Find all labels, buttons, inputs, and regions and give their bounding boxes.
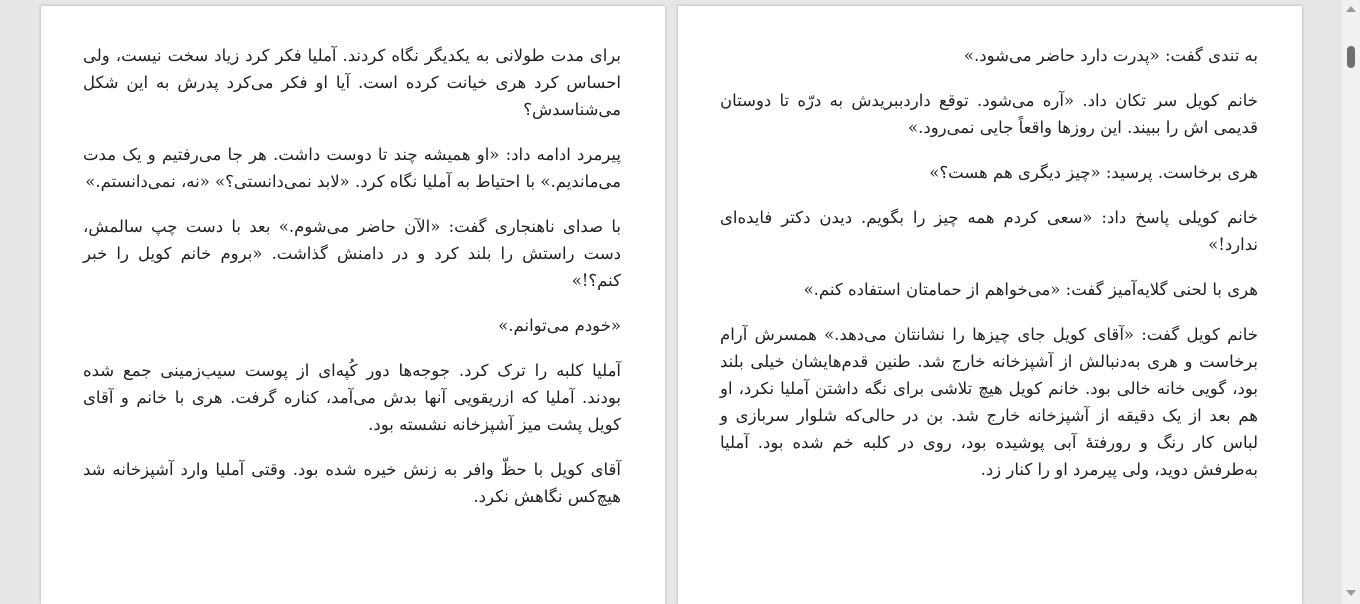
paragraph: با صدای ناهنجاری گفت: «الآن حاضر می‌شوم.» بعد با دست چپ سالمش، دست راستش را بلند کرد و در دامنش گذاشت. «بروم خانم کویل را خبر کنم؟!» [83, 217, 621, 290]
page-right-text [720, 42, 1258, 483]
vertical-scrollbar[interactable] [1342, 0, 1360, 604]
paragraph: هری برخاست. پرسید: «چیز دیگری هم هست؟» [929, 163, 1258, 182]
paragraph: به تندی گفت: «پدرت دارد حاضر می‌شود.» [963, 46, 1258, 65]
page-left-text [83, 42, 621, 510]
paragraph: خانم کویل گفت: «آقای کویل جای چیزها را نشانتان می‌دهد.» همسرش آرام برخاست و هری به‌دنبالش از آشپزخانه خارج شد. طنین قدم‌هایشان خیلی بلند بود، گویی خانه خالی بود. خانم کویل هیچ تلاشی برای نگه داشتن آملیا نکرد، او هم بعد از یک دقیقه از آشپزخانه خارج شد. بن در حالی‌که شلوار سربازی و لباس کار رنگ و رورفتهٔ آبی پوشیده بود، روی در کلبه خم شده بود. آملیا به‌طرفش دوید، ولی پیرمرد او را کنار زد. [720, 325, 1258, 479]
page-right [678, 6, 1302, 604]
paragraph: خانم کویلی پاسخ داد: «سعی کردم همه چیز را بگویم. دیدن دکتر فایده‌ای ندارد!» [720, 208, 1258, 254]
scroll-thumb[interactable] [1347, 46, 1355, 68]
page-left [41, 6, 665, 604]
paragraph: برای مدت طولانی به یکدیگر نگاه کردند. آملیا فکر کرد زیاد سخت نیست، ولی احساس کرد هری خیانت کرده است. آیا او فکر می‌کرد پدرش به این شکل می‌شناسدش؟ [83, 46, 621, 119]
paragraph: «خودم می‌توانم.» [498, 316, 621, 335]
paragraph: خانم کویل سر تکان داد. «آره می‌شود. توقع داردببریدش به درّه تا دوستان قدیمی اش را ببیند. این روزها واقعاً جایی نمی‌رود.» [720, 91, 1258, 137]
paragraph: پیرمرد ادامه داد: «او همیشه چند تا دوست داشت. هر جا می‌رفتیم و یک مدت می‌ماندیم.» با احتیاط به آملیا نگاه کرد. «لابد نمی‌دانستی؟» «نه، نمی‌دانستم.» [83, 145, 621, 191]
scroll-down-arrow-icon[interactable] [1346, 590, 1356, 596]
paragraph: هری با لحنی گلایه‌آمیز گفت: «می‌خواهم از حمامتان استفاده کنم.» [803, 280, 1258, 299]
paragraph: آقای کویل با حظّ وافر به زنش خیره شده بود. وقتی آملیا وارد آشپزخانه شد هیچ‌کس نگاهش نکرد. [83, 460, 621, 506]
scroll-up-arrow-icon[interactable] [1346, 6, 1356, 12]
paragraph: آملیا کلبه را ترک کرد. جوجه‌ها دور کُپه‌ای از پوست سیب‌زمینی جمع شده بودند. آملیا که ازریقویی آنها بدش می‌آمد، کناره گرفت. هری با خانم و آقای کویل پشت میز آشپزخانه نشسته بود. [83, 361, 621, 434]
